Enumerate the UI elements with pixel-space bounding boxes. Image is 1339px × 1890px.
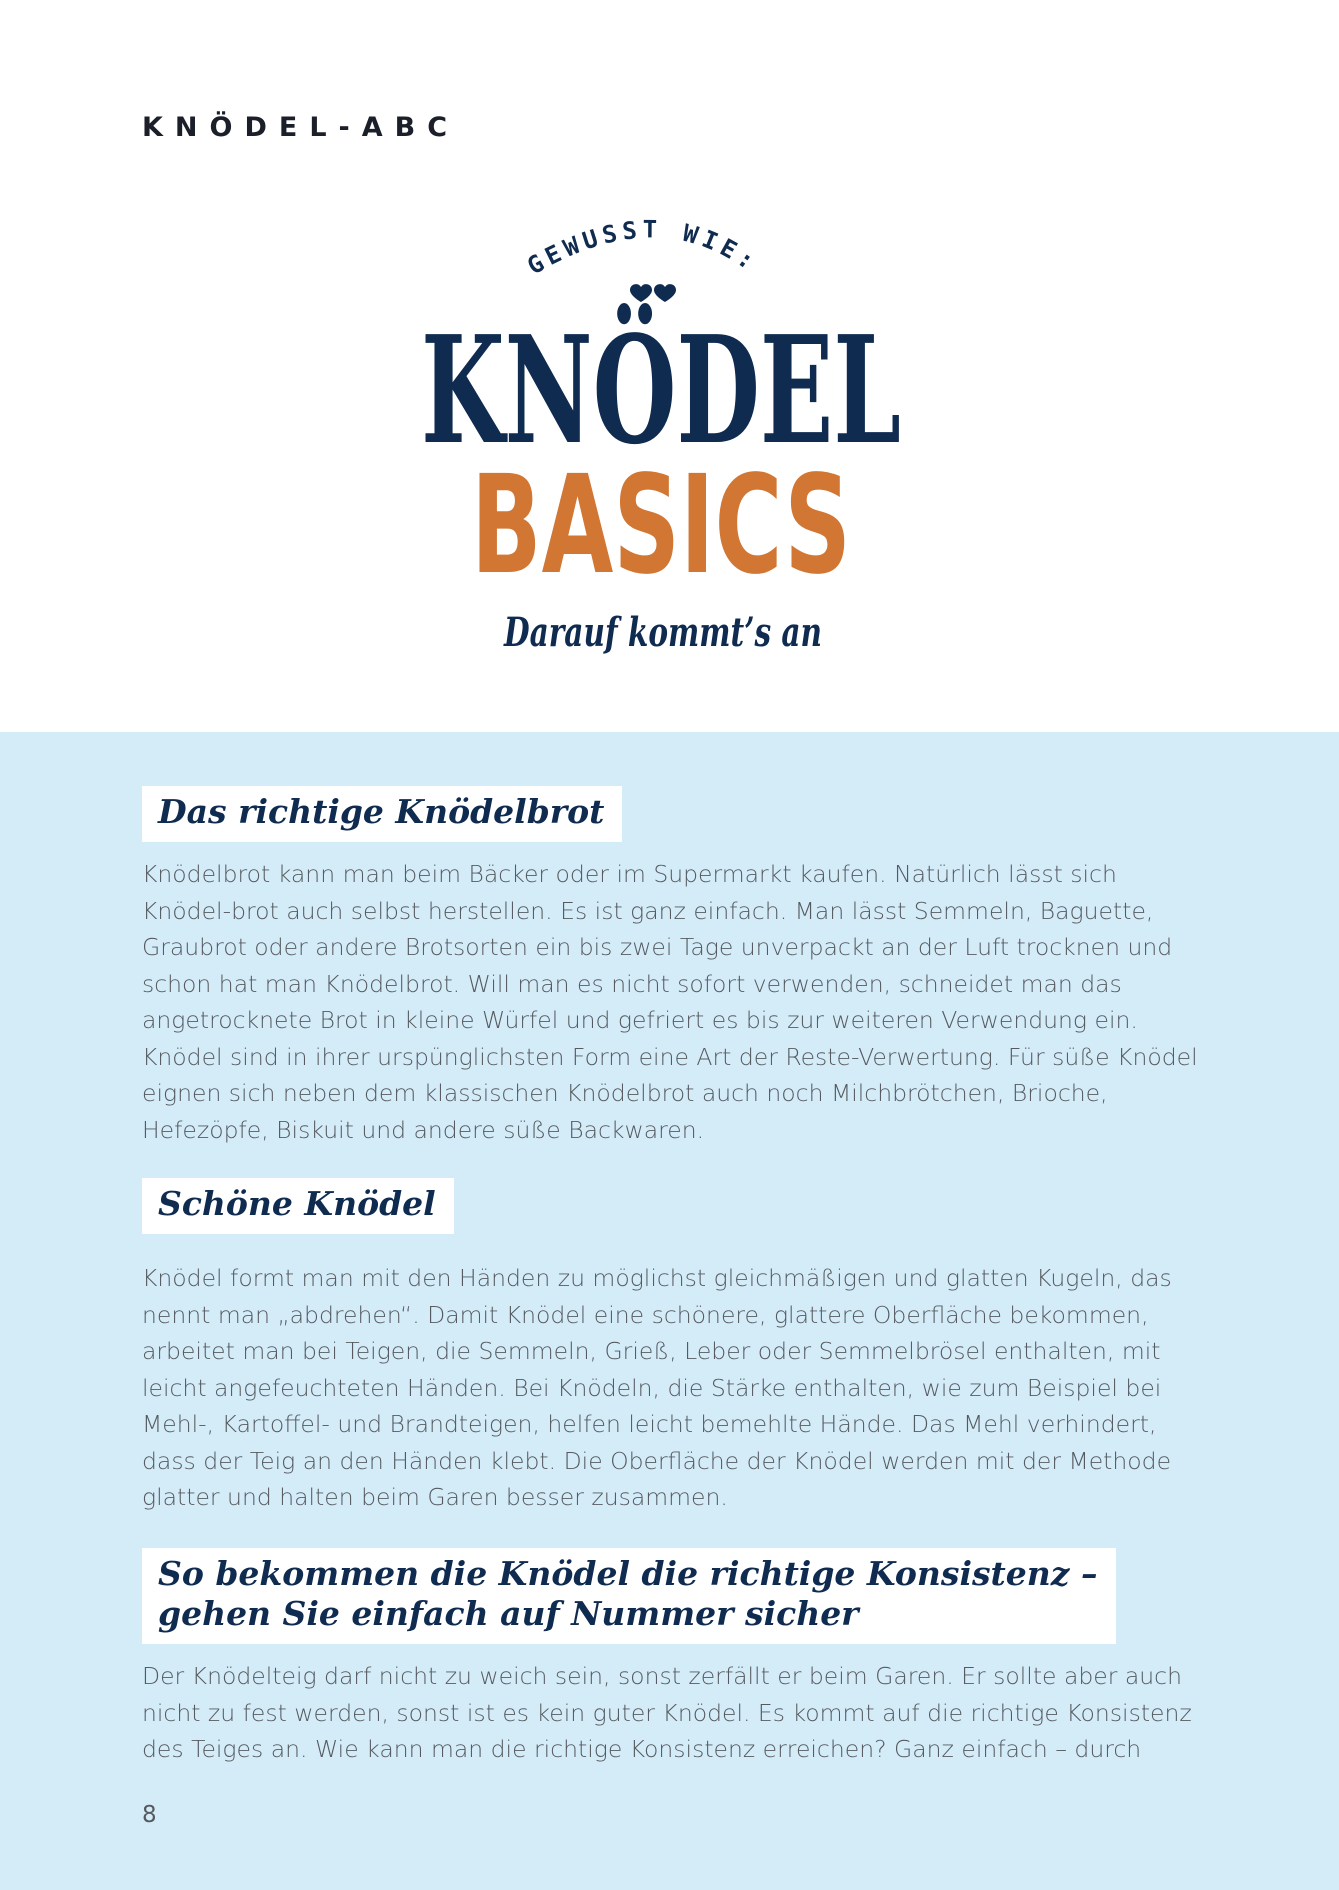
page-number: 8 bbox=[142, 1802, 157, 1828]
section-heading-box bbox=[142, 1548, 1116, 1644]
section-body: Der Knödelteig darf nicht zu weich sein, sonst zerfällt er beim Garen. Er sollte aber auch nicht zu fest werden, sonst ist es kein guter Knödel. Es kommt auf die richtige Konsistenz des Teiges an. Wie kann man die richtige Konsistenz erreichen? Ganz einfach – durch bbox=[142, 1662, 1192, 1763]
logo-tagline: Darauf kommt’s an bbox=[503, 609, 822, 656]
section-heading: Schöne Knödel bbox=[158, 1184, 436, 1223]
section-heading: So bekommen die Knödel die richtige Konsistenz – gehen Sie einfach auf Nummer sicher bbox=[158, 1554, 1098, 1633]
section-body: Knödel formt man mit den Händen zu möglichst gleichmäßigen und glatten Kugeln, das nennt man „abdrehen“. Damit Knödel eine schönere, glattere Oberfläche bekommen, arbeitet man bei Teigen, die Semmeln, Grieß, Leber oder Semmelbrösel enthalten, mit leicht angefeuchteten Händen. Bei Knödeln, die Stärke enthalten, wie zum Beispiel bei Mehl-, Kartoffel- und Brandteigen, helfen leicht bemehlte Hände. Das Mehl verhindert, dass der Teig an den Händen klebt. Die Oberfläche der Knödel werden mit der Methode glatter und halten beim Garen besser zusammen. bbox=[142, 1264, 1172, 1511]
section-body: Knödelbrot kann man beim Bäcker oder im Supermarkt kaufen. Natürlich lässt sich Knödel-brot auch selbst herstellen. Es ist ganz einfach. Man lässt Semmeln, Baguette, Graubrot oder andere Brotsorten ein bis zwei Tage unverpackt an der Luft trocknen und schon hat man Knödelbrot. Will man es nicht sofort verwenden, schneidet man das angetrocknete Brot in kleine Würfel und gefriert es bis zur weiteren Verwendung ein. Knödel sind in ihrer urspünglichsten Form eine Art der Reste-Verwertung. Für süße Knödel eignen sich neben dem klassischen Knödelbrot auch noch Milchbrötchen, Brioche, Hefezöpfe, Biskuit und andere süße Backwaren. bbox=[142, 860, 1198, 1144]
knoedel-basics-logo bbox=[0, 200, 1339, 680]
section-heading-box bbox=[142, 786, 622, 842]
heart-icon bbox=[630, 284, 676, 302]
page-top bbox=[0, 0, 1339, 732]
running-head: KNÖDEL-ABC bbox=[142, 112, 460, 143]
logo-line2: BASICS bbox=[471, 447, 851, 605]
logo-arc-text: GEWUSST WIE: bbox=[522, 215, 764, 281]
content-area bbox=[0, 732, 1339, 1890]
section-heading: Das richtige Knödelbrot bbox=[158, 792, 605, 831]
section-knoedelbrot bbox=[142, 786, 1222, 1148]
logo-line1: KNÖDEL bbox=[421, 303, 1160, 477]
section-schoene-knoedel bbox=[142, 1178, 1222, 1516]
section-konsistenz bbox=[142, 1548, 1222, 1768]
section-heading-box bbox=[142, 1178, 454, 1234]
